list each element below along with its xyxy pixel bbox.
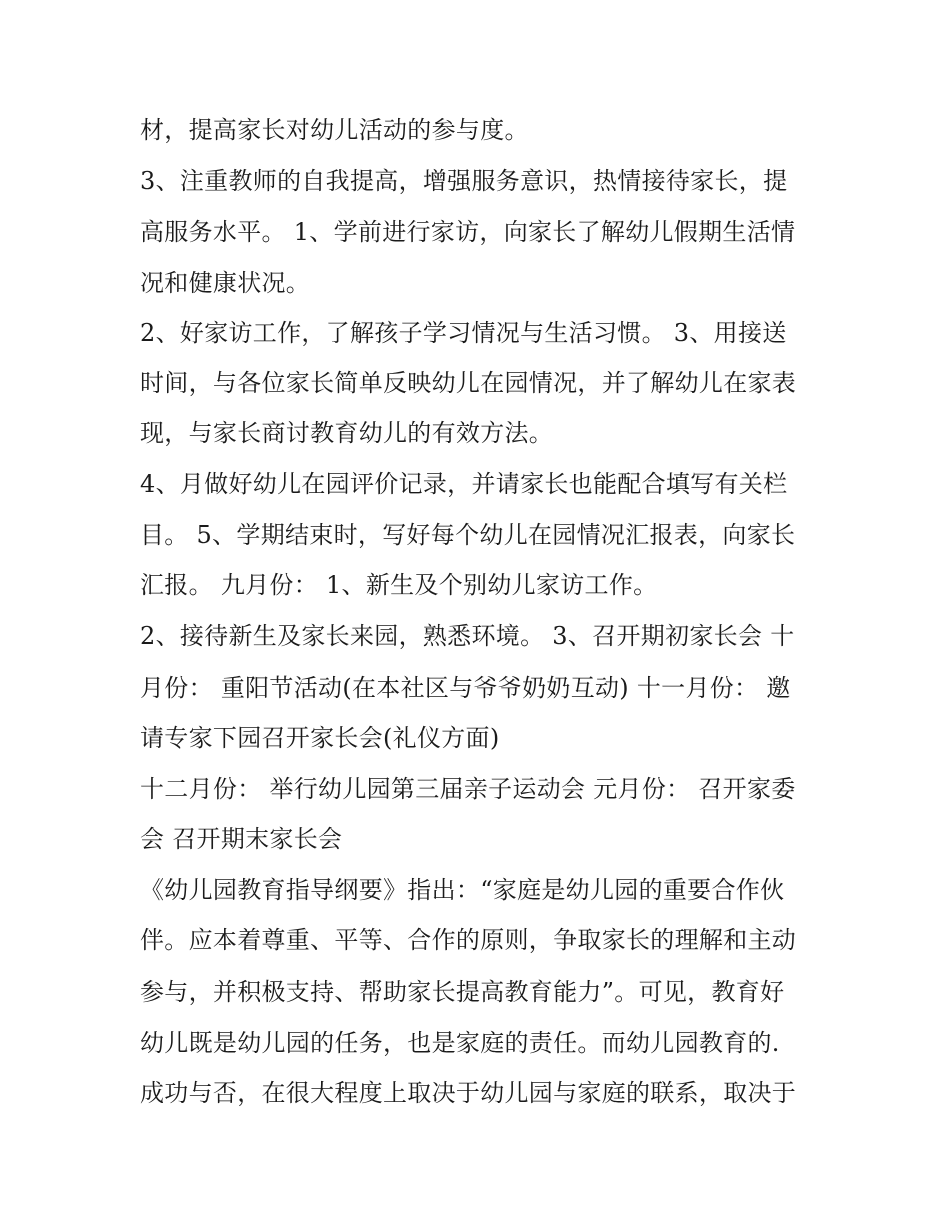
text-line: 《幼儿园教育指导纲要》指出：“家庭是幼儿园的重要合作伙: [140, 876, 785, 904]
text-line: 现，与家长商讨教育幼儿的有效方法。: [140, 419, 554, 447]
text-line: 会 召开期末家长会: [140, 825, 343, 853]
text-line: 时间，与各位家长简单反映幼儿在园情况，并了解幼儿在家表: [140, 369, 797, 397]
text-line: 4、月做好幼儿在园评价记录，并请家长也能配合填写有关栏: [140, 470, 788, 498]
text-line: 十二月份： 举行幼儿园第三届亲子运动会 元月份： 召开家委: [140, 775, 796, 803]
text-line: 月份： 重阳节活动(在本社区与爷爷奶奶互动) 十一月份： 邀: [140, 674, 791, 702]
text-line: 幼儿既是幼儿园的任务，也是家庭的责任。而幼儿园教育的.: [140, 1029, 780, 1057]
text-line: 材，提高家长对幼儿活动的参与度。: [140, 116, 529, 144]
text-line: 3、注重教师的自我提高，增强服务意识，热情接待家长，提: [140, 167, 788, 195]
text-line: 高服务水平。 1、学前进行家访，向家长了解幼儿假期生活情: [140, 218, 796, 246]
text-line: 况和健康状况。: [140, 269, 311, 297]
text-line: 2、接待新生及家长来园，熟悉环境。 3、召开期初家长会 十: [140, 622, 795, 650]
text-line: 成功与否，在很大程度上取决于幼儿园与家庭的联系，取决于: [140, 1079, 797, 1107]
text-line: 汇报。 九月份： 1、新生及个别幼儿家访工作。: [140, 571, 658, 599]
text-line: 目。 5、学期结束时，写好每个幼儿在园情况汇报表，向家长: [140, 521, 796, 549]
text-line: 2、好家访工作，了解孩子学习情况与生活习惯。 3、用接送: [140, 319, 787, 347]
text-line: 参与，并积极支持、帮助家长提高教育能力”。可见，教育好: [140, 978, 785, 1006]
text-line: 伴。应本着尊重、平等、合作的原则，争取家长的理解和主动: [140, 926, 797, 954]
text-line: 请专家下园召开家长会(礼仪方面): [140, 724, 500, 752]
